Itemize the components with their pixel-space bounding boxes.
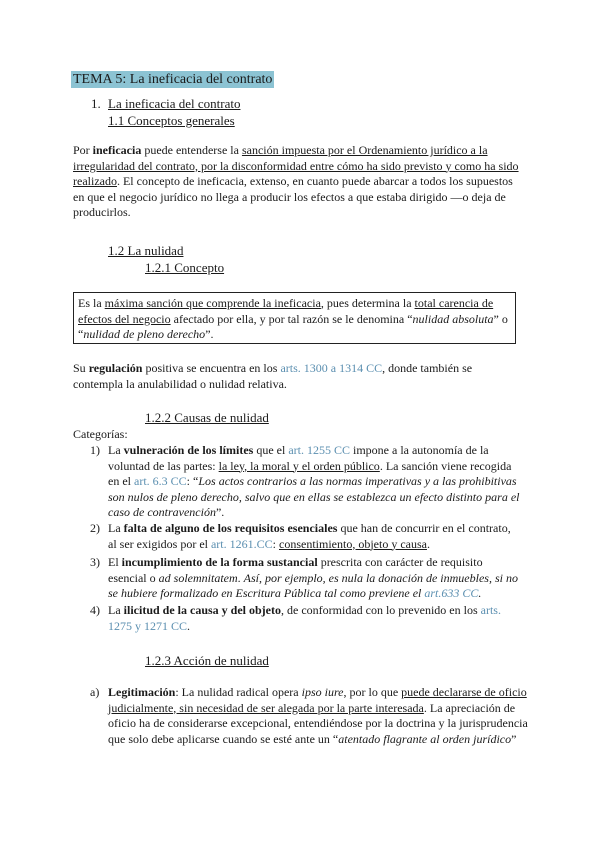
text: puede entenderse la [141,143,242,157]
underlined-text: consentimiento, objeto y causa [279,536,427,551]
legal-reference: art.633 CC [424,586,479,600]
text: La [108,603,124,617]
legal-reference: arts. 1300 a 1314 CC [280,361,383,375]
text: , pues determina la [320,296,415,310]
underlined-text: la ley, la moral y el orden público [218,458,380,473]
list-number: 3) [90,555,100,569]
paragraph-regulacion [73,361,519,392]
bold-term: vulneración de los límites [123,443,254,457]
section-number: 1. [91,96,101,111]
section-heading: La ineficacia del contrato [108,96,241,111]
text: ”. [205,327,214,341]
bold-term: Legitimación [108,685,176,699]
definition-box [73,292,516,344]
text: La [108,443,124,457]
text: . [187,618,191,633]
legal-reference: art. 1255 CC [288,443,350,457]
subsection-heading: 1.1 Conceptos generales [108,113,235,128]
text: ” o “ [78,311,508,341]
text: . [237,570,244,585]
text: : La nulidad radical opera [175,685,302,699]
italic-text: nulidad de pleno derecho [83,327,206,341]
text: , donde también se contempla la anulabilidad o nulidad relativa. [73,361,473,391]
italic-text: nulidad absoluta [412,311,494,326]
text: : [272,536,279,551]
subsubsection-heading: 1.2.1 Concepto [145,260,225,275]
underlined-text: total carencia de efectos del negocio [78,296,494,326]
text: . La apreciación de oficio ha de considerarse excepcional, entendiéndose por la doctrina y la jurisprudencia que solo debe aplicarse cuando se esté ante un “ [108,700,528,746]
list-item [108,443,520,521]
bold-term: incumplimiento de la forma sustancial [121,555,318,569]
text: afectado por ella, y por tal razón se le denomina “ [170,311,413,326]
text: , de conformidad con lo prevenido en los [281,603,481,617]
list-letter: a) [90,685,100,699]
subsubsection-heading: 1.2.2 Causas de nulidad [145,410,269,425]
text: . [478,586,482,600]
text: impone a la autonomía de la voluntad de las partes: [108,443,489,473]
list-intro: Categorías: [73,427,128,441]
text: Es la [78,296,105,310]
list-item [108,521,520,552]
text: . [426,536,430,551]
underlined-text: puede declararse de oficio judicialmente, sin necesidad de ser alegada por la parte interesada [108,685,527,715]
list-item [108,603,520,634]
bold-term: ineficacia [92,143,142,157]
subsection-heading: 1.2 La nulidad [108,243,184,258]
underlined-text: sanción impuesta por el Ordenamiento jurídico a la irregularidad del contrato, por la disconformidad entre cómo ha sido previsto y como ha sido realizado [73,143,519,188]
subsubsection-heading: 1.2.3 Acción de nulidad [145,653,269,668]
list-number: 1) [90,443,100,457]
italic-text: ad solemnitatem [158,570,238,585]
text: . El concepto de ineficacia, extenso, en cuanto puede abarcar a todos los supuestos en que el negocio jurídico no llega a producir los efectos a que estaba dirigido —o deja de producirlos. [73,174,513,219]
italic-text: ipso iure [301,685,344,699]
bold-term: falta de alguno de los requisitos esenciales [123,521,338,535]
legal-reference: arts. 1275 y 1271 CC [108,603,501,633]
bold-term: regulación [88,361,143,375]
text: que el [253,443,289,457]
text: , por lo que [343,685,402,699]
text: . La sanción viene recogida en el [108,458,512,488]
text: La [108,521,124,535]
list-number: 2) [90,521,100,535]
text: Su [73,361,89,375]
underlined-text: máxima sanción que comprende la ineficacia [104,296,321,310]
italic-text: Así, por ejemplo, es nula la donación de inmuebles, si no se hubiere formalizado en Escritura Pública tal como previene el [108,570,518,600]
text: : “ [186,474,199,488]
legal-reference: art. 6.3 CC [134,474,187,488]
text: El [108,555,122,569]
italic-text: atentado flagrante al orden jurídico [338,731,512,746]
paragraph-ineficacia [73,143,519,221]
text: que han de concurrir en el contrato, al ser exigidos por el [108,521,511,551]
bold-term: ilicitud de la causa y del objeto [123,603,281,617]
text: ” [511,731,517,746]
italic-text: Los actos contrarios a las normas imperativas y a las prohibitivas son nulos de pleno derecho, salvo que en ellas se establezca un efecto distinto para el caso de contravención [108,474,520,519]
legal-reference: art. 1261.CC [210,536,273,551]
list-item [108,685,528,747]
list-item [108,555,520,602]
text: Por [73,143,93,157]
text: positiva se encuentra en los [142,361,281,375]
text: prescrita con carácter de requisito esencial o [108,555,483,585]
list-number: 4) [90,603,100,617]
text: ”. [215,505,225,519]
page-title: TEMA 5: La ineficacia del contrato [73,72,273,87]
